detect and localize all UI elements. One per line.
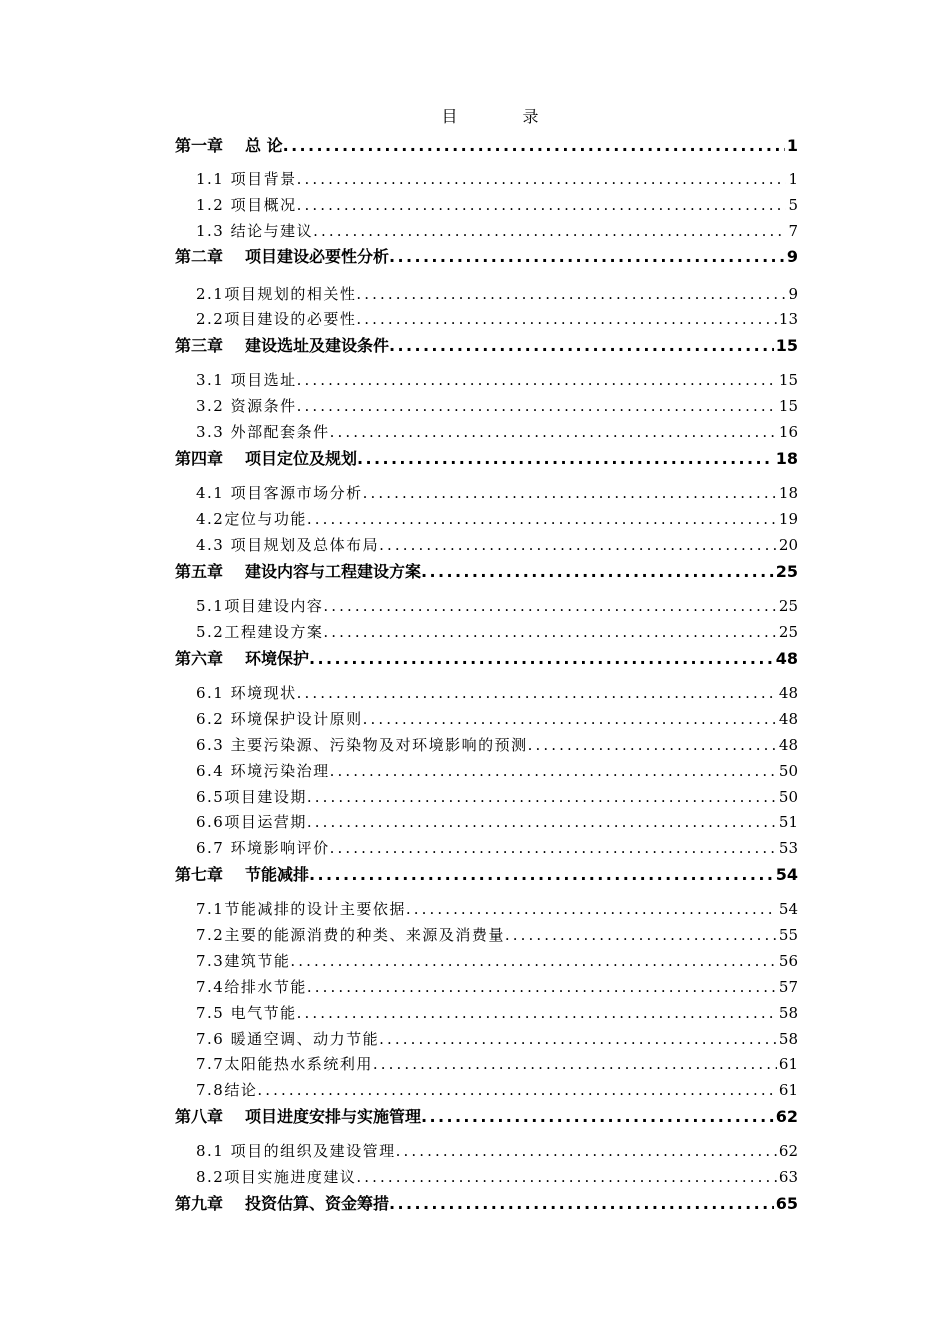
entry-title: 6.1 环境现状 xyxy=(196,684,297,702)
toc-section-entry[interactable] xyxy=(196,508,798,529)
page-number: 19 xyxy=(778,510,798,528)
entry-title: 1.3 结论与建议 xyxy=(196,222,314,240)
dot-leader xyxy=(313,222,786,240)
chapter-number: 第一章 xyxy=(175,136,224,155)
dot-leader xyxy=(290,952,777,970)
dot-leader xyxy=(297,1004,777,1022)
dot-leader xyxy=(307,788,777,806)
entry-title: 项目建设必要性分析 xyxy=(245,247,390,266)
dot-leader xyxy=(330,423,777,441)
entry-title: 7.8结论 xyxy=(196,1081,258,1099)
page-number: 9 xyxy=(786,247,798,266)
page-number: 55 xyxy=(778,926,798,944)
toc-section-entry[interactable] xyxy=(196,786,798,807)
entry-title: 4.2定位与功能 xyxy=(196,510,307,528)
entry-title: 5.1项目建设内容 xyxy=(196,597,324,615)
page-number: 48 xyxy=(775,649,798,668)
entry-title: 2.2项目建设的必要性 xyxy=(196,310,357,328)
dot-leader xyxy=(357,449,774,468)
entry-title: 3.2 资源条件 xyxy=(196,397,297,415)
dot-leader xyxy=(257,1081,777,1099)
page-number: 57 xyxy=(778,978,798,996)
chapter-number: 第五章 xyxy=(175,562,224,581)
toc-chapter-entry[interactable] xyxy=(175,446,798,469)
entry-title: 7.4给排水节能 xyxy=(196,978,307,996)
toc-section-entry[interactable] xyxy=(196,1028,798,1049)
entry-title: 7.3建筑节能 xyxy=(196,952,291,970)
chapter-number: 第三章 xyxy=(175,336,224,355)
page-number: 50 xyxy=(778,762,798,780)
dot-leader xyxy=(505,926,777,944)
entry-title: 6.5项目建设期 xyxy=(196,788,307,806)
page-number: 53 xyxy=(778,839,798,857)
dot-leader xyxy=(389,247,785,266)
chapter-number: 第四章 xyxy=(175,449,224,468)
toc-chapter-entry[interactable] xyxy=(175,862,798,885)
toc-section-entry[interactable] xyxy=(196,734,798,755)
toc-section-entry[interactable] xyxy=(196,194,798,215)
dot-leader xyxy=(307,978,777,996)
page-number: 56 xyxy=(778,952,798,970)
page-number: 1 xyxy=(786,136,798,155)
toc-chapter-entry[interactable] xyxy=(175,646,798,669)
toc-section-entry[interactable] xyxy=(196,682,798,703)
toc-section-entry[interactable] xyxy=(196,534,798,555)
dot-leader xyxy=(297,684,777,702)
dot-leader xyxy=(389,1194,774,1213)
page-number: 51 xyxy=(778,813,798,831)
toc-section-entry[interactable] xyxy=(196,760,798,781)
entry-title: 6.6项目运营期 xyxy=(196,813,307,831)
entry-title: 4.1 项目客源市场分析 xyxy=(196,484,363,502)
chapter-number: 第七章 xyxy=(175,865,224,884)
toc-section-entry[interactable] xyxy=(196,168,798,189)
page-number: 48 xyxy=(778,684,798,702)
page-number: 18 xyxy=(775,449,798,468)
entry-title: 8.1 项目的组织及建设管理 xyxy=(196,1142,396,1160)
entry-title: 项目定位及规划 xyxy=(245,449,358,468)
chapter-number: 第六章 xyxy=(175,649,224,668)
entry-title: 8.2项目实施进度建议 xyxy=(196,1168,357,1186)
dot-leader xyxy=(330,839,777,857)
dot-leader xyxy=(421,562,774,581)
entry-title: 7.6 暖通空调、动力节能 xyxy=(196,1030,380,1048)
dot-leader xyxy=(307,813,777,831)
toc-section-entry[interactable] xyxy=(196,308,798,329)
dot-leader xyxy=(297,397,777,415)
dot-leader xyxy=(309,649,774,668)
page-number: 54 xyxy=(778,900,798,918)
dot-leader xyxy=(356,285,786,303)
entry-title: 4.3 项目规划及总体布局 xyxy=(196,536,380,554)
dot-leader xyxy=(356,310,777,328)
toc-chapter-entry[interactable] xyxy=(175,133,798,156)
entry-title: 投资估算、资金筹措 xyxy=(245,1194,390,1213)
toc-chapter-entry[interactable] xyxy=(175,559,798,582)
toc-section-entry[interactable] xyxy=(196,395,798,416)
entry-title: 7.5 电气节能 xyxy=(196,1004,297,1022)
toc-section-entry[interactable] xyxy=(196,950,798,971)
entry-title: 3.1 项目选址 xyxy=(196,371,297,389)
dot-leader xyxy=(297,371,777,389)
entry-title: 3.3 外部配套条件 xyxy=(196,423,330,441)
page-number: 48 xyxy=(778,710,798,728)
page-number: 58 xyxy=(778,1030,798,1048)
toc-section-entry[interactable] xyxy=(196,283,798,304)
toc-chapter-entry[interactable] xyxy=(175,1104,798,1127)
dot-leader xyxy=(396,1142,777,1160)
page-number: 25 xyxy=(775,562,798,581)
page-number: 62 xyxy=(778,1142,798,1160)
toc-section-entry[interactable] xyxy=(196,220,798,241)
chapter-number: 第二章 xyxy=(175,247,224,266)
entry-title: 2.1项目规划的相关性 xyxy=(196,285,357,303)
page-number: 16 xyxy=(778,423,798,441)
dot-leader xyxy=(330,762,777,780)
toc-section-entry[interactable] xyxy=(196,1053,798,1074)
chapter-number: 第八章 xyxy=(175,1107,224,1126)
page-number: 50 xyxy=(778,788,798,806)
page-number: 1 xyxy=(788,170,798,188)
dot-leader xyxy=(379,536,777,554)
entry-title: 项目进度安排与实施管理 xyxy=(245,1107,422,1126)
entry-title: 6.2 环境保护设计原则 xyxy=(196,710,363,728)
page-number: 62 xyxy=(775,1107,798,1126)
dot-leader xyxy=(379,1030,777,1048)
dot-leader xyxy=(323,597,777,615)
entry-title: 1.2 项目概况 xyxy=(196,196,297,214)
entry-title: 7.2主要的能源消费的种类、来源及消费量 xyxy=(196,926,505,944)
entry-title: 6.7 环境影响评价 xyxy=(196,839,330,857)
toc-section-entry[interactable] xyxy=(196,621,798,642)
toc-chapter-entry[interactable] xyxy=(175,1191,798,1214)
entry-title: 5.2工程建设方案 xyxy=(196,623,324,641)
entry-title: 总 论 xyxy=(245,136,283,155)
toc-section-entry[interactable] xyxy=(196,1140,798,1161)
entry-title: 7.1节能减排的设计主要依据 xyxy=(196,900,406,918)
toc-section-entry[interactable] xyxy=(196,924,798,945)
toc-title: 目 录 xyxy=(441,107,569,126)
dot-leader xyxy=(406,900,777,918)
toc-section-entry[interactable] xyxy=(196,421,798,442)
entry-title: 7.7太阳能热水系统利用 xyxy=(196,1055,373,1073)
page-number: 48 xyxy=(778,736,798,754)
dot-leader xyxy=(297,196,787,214)
entry-title: 6.4 环境污染治理 xyxy=(196,762,330,780)
page-number: 54 xyxy=(775,865,798,884)
dot-leader xyxy=(389,336,774,355)
page-number: 25 xyxy=(778,597,798,615)
dot-leader xyxy=(363,484,777,502)
chapter-number: 第九章 xyxy=(175,1194,224,1213)
dot-leader xyxy=(373,1055,777,1073)
toc-section-entry[interactable] xyxy=(196,811,798,832)
page-number: 5 xyxy=(788,196,798,214)
page-number: 15 xyxy=(778,371,798,389)
toc-section-entry[interactable] xyxy=(196,898,798,919)
dot-leader xyxy=(323,623,777,641)
dot-leader xyxy=(528,736,777,754)
dot-leader xyxy=(356,1168,777,1186)
toc-section-entry[interactable] xyxy=(196,369,798,390)
page-number: 13 xyxy=(778,310,798,328)
page-number: 65 xyxy=(775,1194,798,1213)
page-number: 63 xyxy=(778,1168,798,1186)
page-number: 15 xyxy=(775,336,798,355)
page-number: 7 xyxy=(788,222,798,240)
toc-section-entry[interactable] xyxy=(196,837,798,858)
page-number: 15 xyxy=(778,397,798,415)
toc-section-entry[interactable] xyxy=(196,708,798,729)
dot-leader xyxy=(309,865,774,884)
entry-title: 环境保护 xyxy=(245,649,310,668)
page-number: 20 xyxy=(778,536,798,554)
entry-title: 建设内容与工程建设方案 xyxy=(245,562,422,581)
entry-title: 1.1 项目背景 xyxy=(196,170,297,188)
dot-leader xyxy=(421,1107,774,1126)
page-number: 25 xyxy=(778,623,798,641)
page-number: 61 xyxy=(778,1081,798,1099)
dot-leader xyxy=(283,136,785,155)
toc-chapter-entry[interactable] xyxy=(175,244,798,267)
toc-section-entry[interactable] xyxy=(196,1002,798,1023)
entry-title: 6.3 主要污染源、污染物及对环境影响的预测 xyxy=(196,736,528,754)
toc-chapter-entry[interactable] xyxy=(175,333,798,356)
toc-section-entry[interactable] xyxy=(196,1166,798,1187)
toc-section-entry[interactable] xyxy=(196,976,798,997)
toc-section-entry[interactable] xyxy=(196,1079,798,1100)
page-number: 58 xyxy=(778,1004,798,1022)
page-number: 9 xyxy=(788,285,798,303)
page-number: 18 xyxy=(778,484,798,502)
entry-title: 节能减排 xyxy=(245,865,310,884)
entry-title: 建设选址及建设条件 xyxy=(245,336,390,355)
page-number: 61 xyxy=(778,1055,798,1073)
dot-leader xyxy=(307,510,777,528)
toc-section-entry[interactable] xyxy=(196,595,798,616)
dot-leader xyxy=(297,170,787,188)
dot-leader xyxy=(363,710,777,728)
toc-section-entry[interactable] xyxy=(196,482,798,503)
